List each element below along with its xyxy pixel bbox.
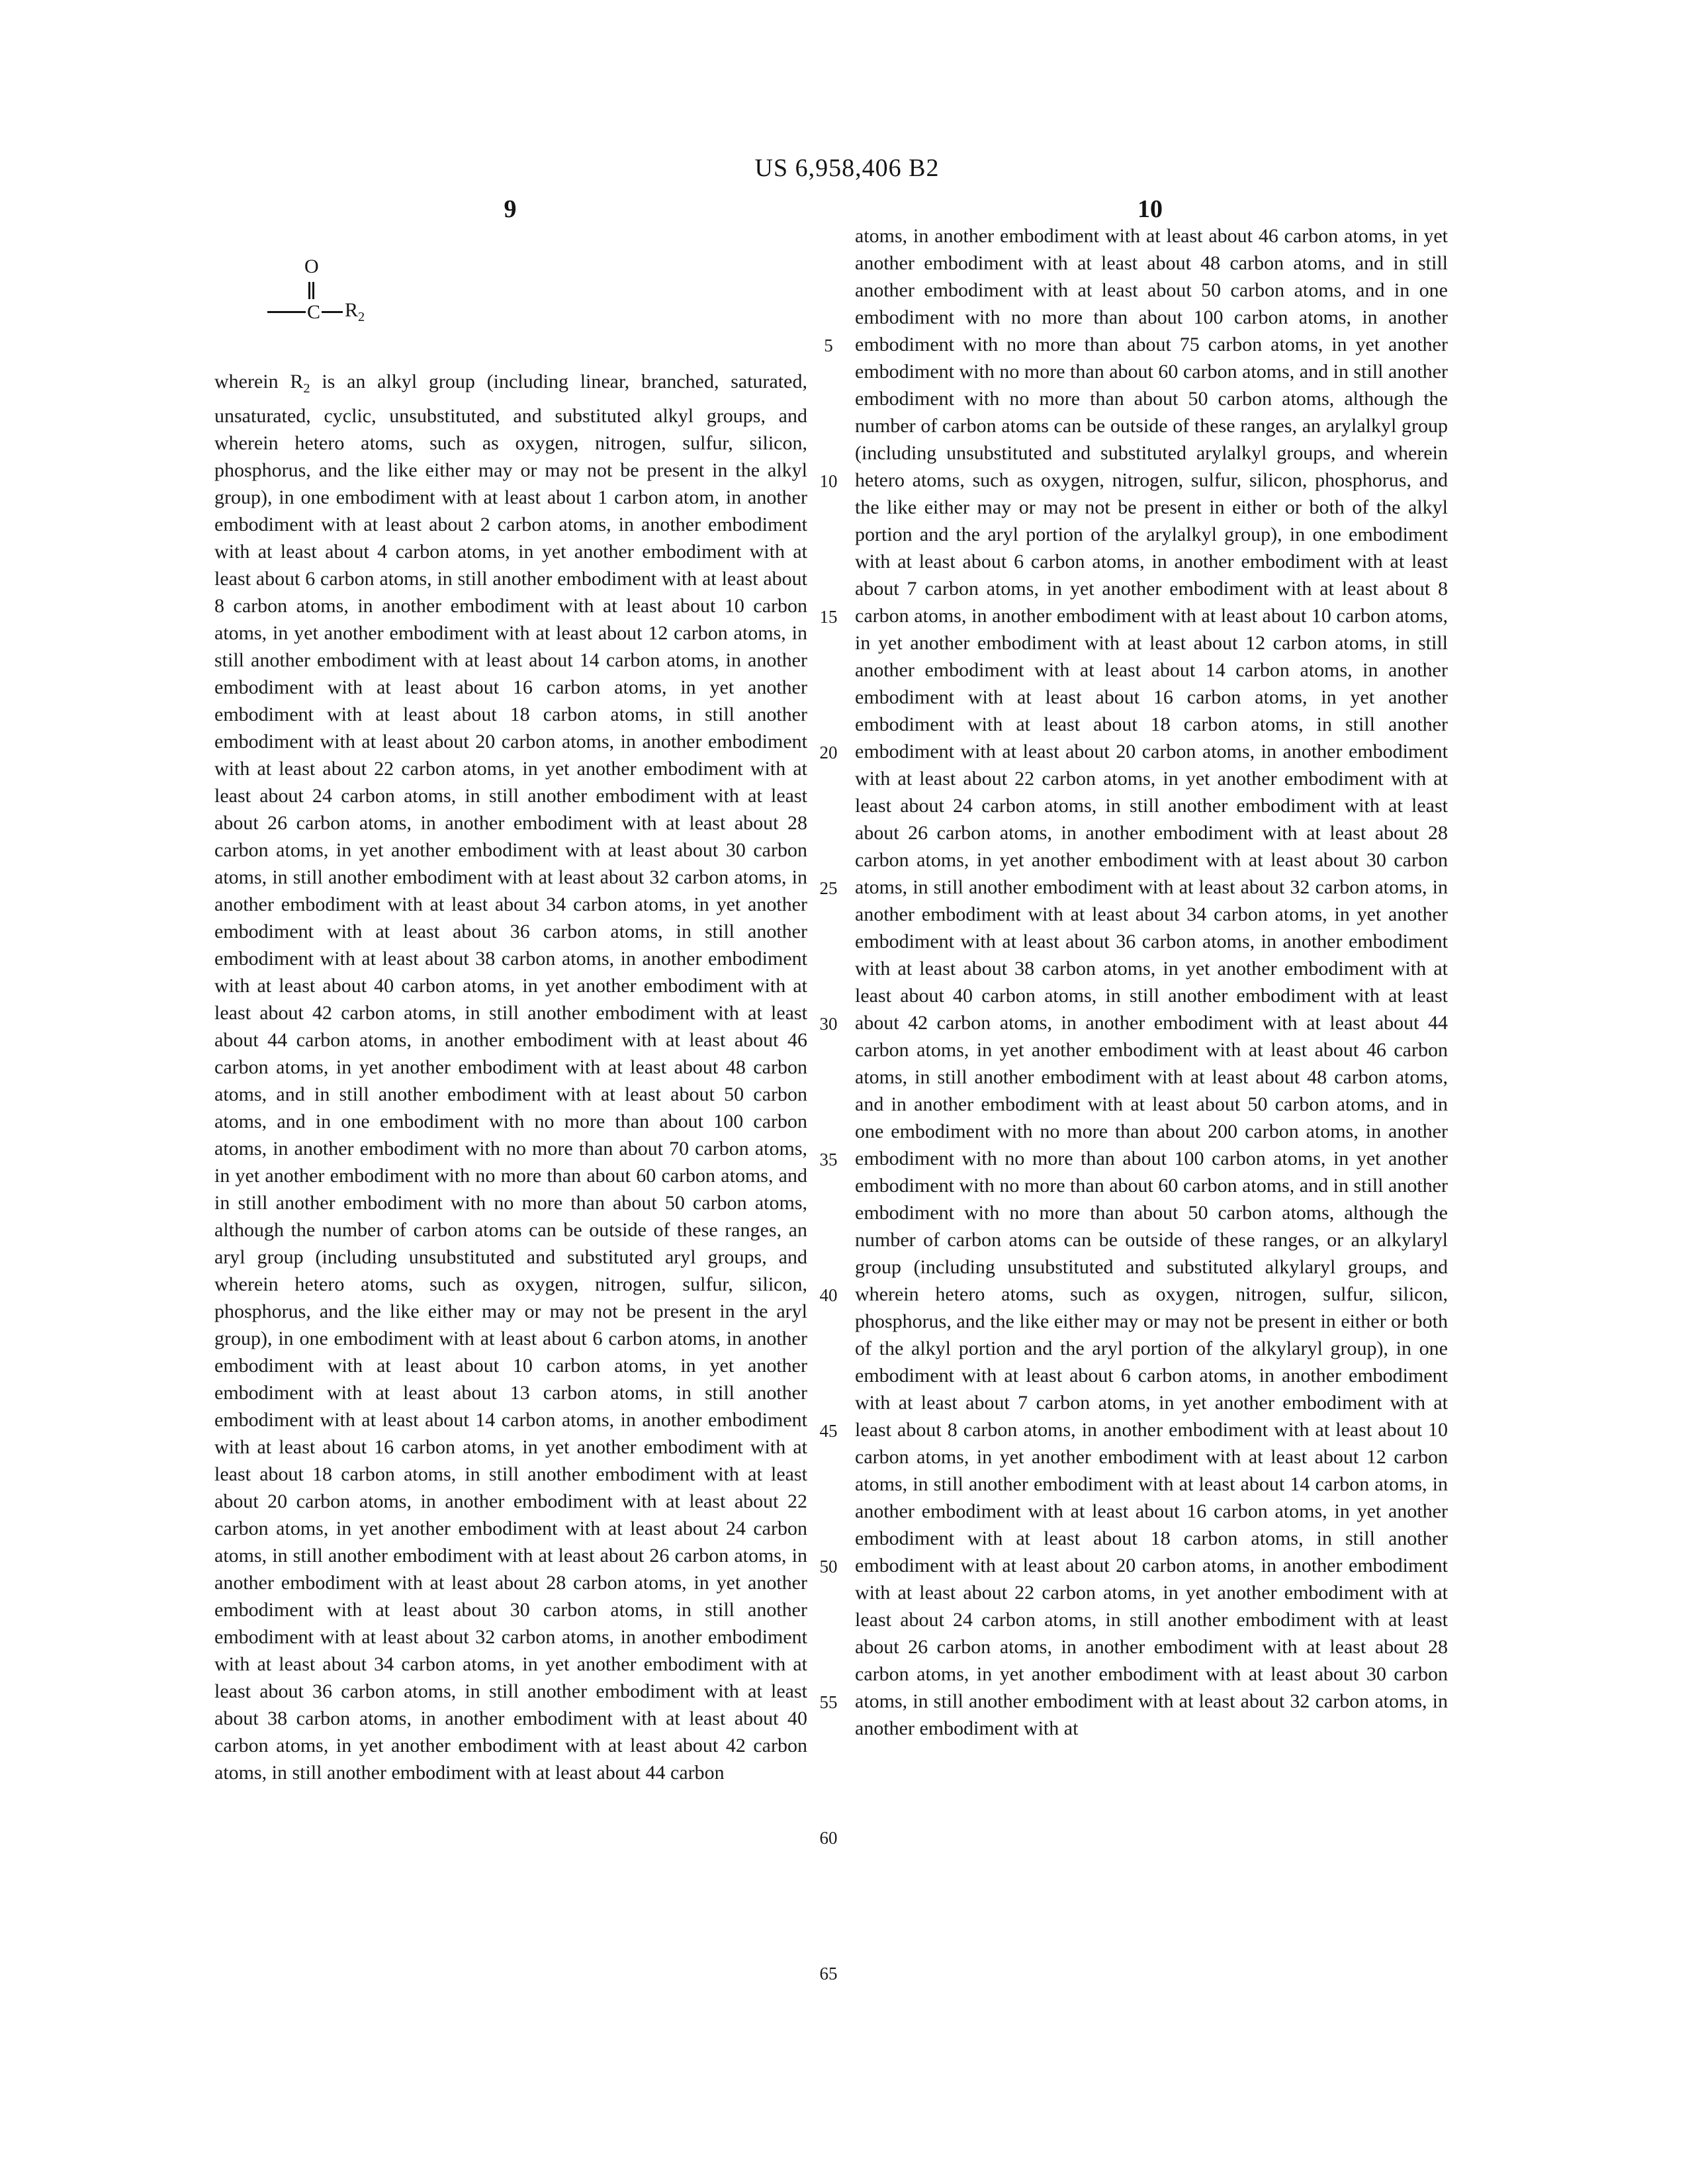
right-body-text: atoms, in another embodiment with at least about 46 carbon atoms, in yet another embodiment with at least about 48 carbon atoms, and in still another embodiment with at least about 50 carbon atoms, and in one embodiment with no more than about 100 carbon atoms, in another embodiment with no more than about 75 carbon atoms, in yet another embodiment with no more than about 60 carbon atoms, and in still another embodiment with no more than about 50 carbon atoms, although the number of carbon atoms can be outside of these ranges, an arylalkyl group (including unsubstituted and substituted arylalkyl groups, and wherein hetero atoms, such as oxygen, nitrogen, sulfur, silicon, phosphorus, and the like either may or may not be present in either or both of the alkyl portion and the aryl portion of the arylalkyl group), in one embodiment with at least about 6 carbon atoms, in another embodiment with at least about 7 carbon atoms, in yet another embodiment with at least about 8 carbon atoms, in another embodiment with at least about 10 carbon atoms, in yet another embodiment with at least about 12 carbon atoms, in still another embodiment with at least about 14 carbon atoms, in another embodiment with at least about 16 carbon atoms, in yet another embodiment with at least about 18 carbon atoms, in still another embodiment with at least about 20 carbon atoms, in another embodiment with at least about 22 carbon atoms, in yet another embodiment with at least about 24 carbon atoms, in still another embodiment with at least about 26 carbon atoms, in another embodiment with at least about 28 carbon atoms, in yet another embodiment with at least about 30 carbon atoms, in still another embodiment with at least about 32 carbon atoms, in another embodiment with at least about 34 carbon atoms, in yet another embodiment with at least about 36 carbon atoms, in another embodiment with at least about 38 carbon atoms, in yet another embodiment with at least about 40 carbon atoms, in still another embodiment with at least about 42 carbon atoms, in another embodiment with at least about 44 carbon atoms, in yet another embodiment with at least about 46 carbon atoms, in still another embodiment with at least about 48 carbon atoms, and in another embodiment with at least about 50 carbon atoms, and in one embodiment with no more than about 200 carbon atoms, in another embodiment with no more than about 100 carbon atoms, in yet another embodiment with no more than about 60 carbon atoms, and in still another embodiment with no more than about 50 carbon atoms, although the number of carbon atoms can be outside of these ranges, or an alkylaryl group (including unsubstituted and substituted alkylaryl groups, and wherein hetero atoms, such as oxygen, nitrogen, sulfur, silicon, phosphorus, and the like either may or may not be present in either or both of the alkyl portion and the aryl portion of the alkylaryl group), in one embodiment with at least about 6 carbon atoms, in another embodiment with at least about 7 carbon atoms, in yet another embodiment with at least about 8 carbon atoms, in another embodiment with at least about 10 carbon atoms, in yet another embodiment with at least about 12 carbon atoms, in still another embodiment with at least about 14 carbon atoms, in another embodiment with at least about 16 carbon atoms, in yet another embodiment with at least about 18 carbon atoms, in still another embodiment with at least about 20 carbon atoms, in another embodiment with at least about 22 carbon atoms, in yet another embodiment with at least about 24 carbon atoms, in still another embodiment with at least about 26 carbon atoms, in another embodiment with at least about 28 carbon atoms, in yet another embodiment with at least about 30 carbon atoms, in still another embodiment with at least about 32 carbon atoms, in another embodiment with at <box>855 225 1448 1739</box>
line-number-5: 5 <box>824 336 833 355</box>
double-bond-line <box>308 282 314 299</box>
line-number-10: 10 <box>819 471 838 491</box>
line-number-40: 40 <box>819 1285 838 1305</box>
left-intro-prefix: wherein R <box>214 371 304 392</box>
carbon-bond-row <box>267 299 365 325</box>
line-number-30: 30 <box>819 1014 838 1034</box>
left-intro-subscript: 2 <box>303 381 310 396</box>
r-label: R <box>345 299 359 321</box>
line-number-50: 50 <box>819 1557 838 1576</box>
line-number-45: 45 <box>819 1421 838 1441</box>
line-number-65: 65 <box>819 1964 838 1983</box>
line-number-55: 55 <box>819 1692 838 1712</box>
bond-line-left <box>267 311 306 313</box>
oxygen-atom-label: O <box>304 255 319 277</box>
r2-substituent-label <box>345 299 365 325</box>
r-subscript: 2 <box>358 310 365 324</box>
column-number-left: 9 <box>504 195 517 223</box>
patent-number-header: US 6,958,406 B2 <box>754 154 940 182</box>
column-10-body-text <box>855 222 1448 1742</box>
line-number-35: 35 <box>819 1150 838 1169</box>
bond-line-right <box>322 311 343 313</box>
left-body-text: is an alkyl group (including linear, branched, saturated, unsaturated, cyclic, unsubstituted, and substituted alkyl groups, and wherein hetero atoms, such as oxygen, nitrogen, sulfur, silicon, phosphorus, and the like either may or may not be present in the alkyl group), in one embodiment with at least about 1 carbon atom, in another embodiment with at least about 2 carbon atoms, in another embodiment with at least about 4 carbon atoms, in yet another embodiment with at least about 6 carbon atoms, in still another embodiment with at least about 8 carbon atoms, in another embodiment with at least about 10 carbon atoms, in yet another embodiment with at least about 12 carbon atoms, in still another embodiment with at least about 14 carbon atoms, in another embodiment with at least about 16 carbon atoms, in yet another embodiment with at least about 18 carbon atoms, in still another embodiment with at least about 20 carbon atoms, in another embodiment with at least about 22 carbon atoms, in yet another embodiment with at least about 24 carbon atoms, in still another embodiment with at least about 26 carbon atoms, in another embodiment with at least about 28 carbon atoms, in yet another embodiment with at least about 30 carbon atoms, in still another embodiment with at least about 32 carbon atoms, in another embodiment with at least about 34 carbon atoms, in yet another embodiment with at least about 36 carbon atoms, in still another embodiment with at least about 38 carbon atoms, in another embodiment with at least about 40 carbon atoms, in yet another embodiment with at least about 42 carbon atoms, in still another embodiment with at least about 44 carbon atoms, in another embodiment with at least about 46 carbon atoms, in yet another embodiment with at least about 48 carbon atoms, and in still another embodiment with at least about 50 carbon atoms, and in one embodiment with no more than about 100 carbon atoms, in another embodiment with no more than about 70 carbon atoms, in yet another embodiment with no more than about 60 carbon atoms, and in still another embodiment with no more than about 50 carbon atoms, although the number of carbon atoms can be outside of these ranges, an aryl group (including unsubstituted and substituted aryl groups, and wherein hetero atoms, such as oxygen, nitrogen, sulfur, silicon, phosphorus, and the like either may or may not be present in the aryl group), in one embodiment with at least about 6 carbon atoms, in another embodiment with at least about 10 carbon atoms, in yet another embodiment with at least about 13 carbon atoms, in still another embodiment with at least about 14 carbon atoms, in another embodiment with at least about 16 carbon atoms, in yet another embodiment with at least about 18 carbon atoms, in still another embodiment with at least about 20 carbon atoms, in another embodiment with at least about 22 carbon atoms, in yet another embodiment with at least about 24 carbon atoms, in still another embodiment with at least about 26 carbon atoms, in another embodiment with at least about 28 carbon atoms, in yet another embodiment with at least about 30 carbon atoms, in still another embodiment with at least about 32 carbon atoms, in another embodiment with at least about 34 carbon atoms, in yet another embodiment with at least about 36 carbon atoms, in still another embodiment with at least about 38 carbon atoms, in another embodiment with at least about 40 carbon atoms, in yet another embodiment with at least about 42 carbon atoms, in still another embodiment with at least about 44 carbon <box>214 371 807 1784</box>
line-number-25: 25 <box>819 878 838 898</box>
line-number-15: 15 <box>819 607 838 627</box>
carbonyl-structure-diagram <box>267 255 466 355</box>
column-9-body-text <box>214 368 807 1786</box>
column-number-right: 10 <box>1137 195 1163 223</box>
line-number-60: 60 <box>819 1828 838 1848</box>
line-number-20: 20 <box>819 743 838 762</box>
carbon-atom-label: C <box>307 300 321 323</box>
